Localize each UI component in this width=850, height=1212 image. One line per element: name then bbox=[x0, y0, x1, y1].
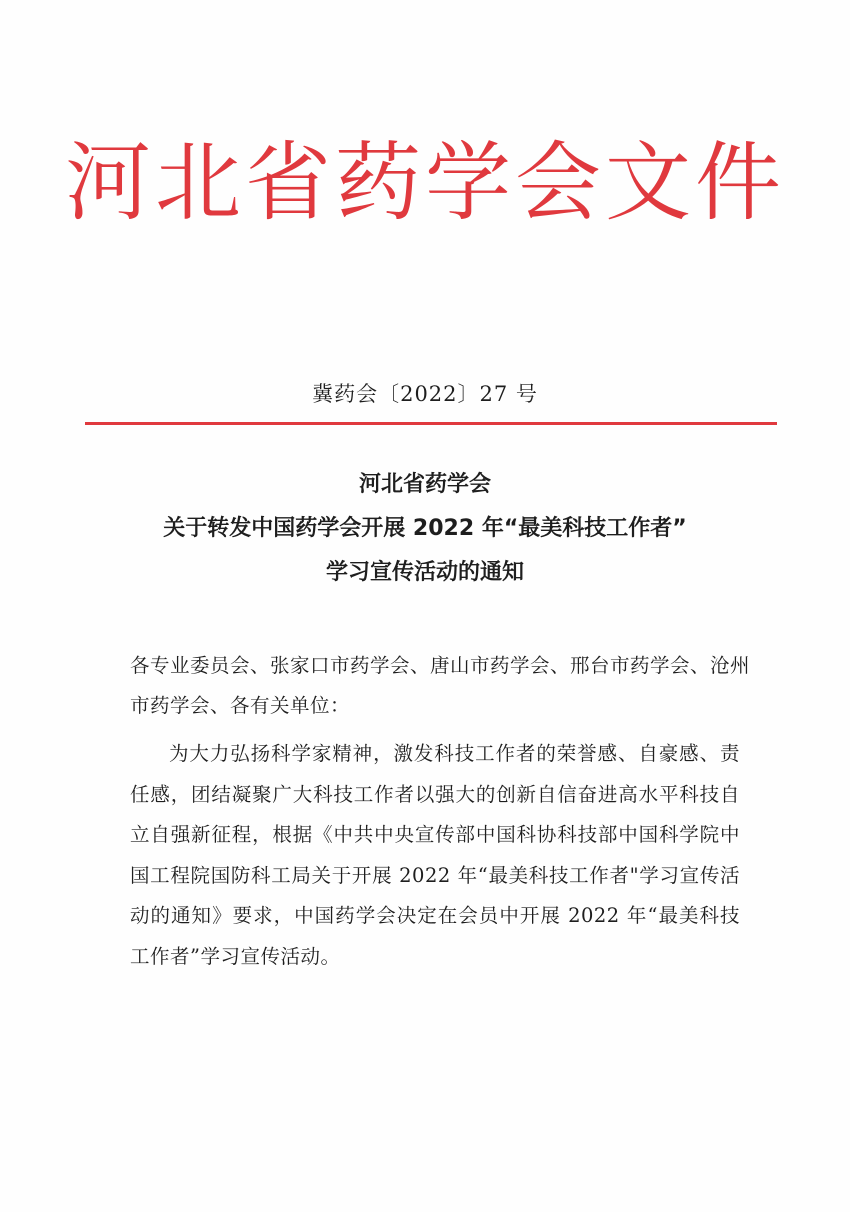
title-line-3: 学习宣传活动的通知 bbox=[325, 560, 524, 585]
red-divider-line bbox=[85, 422, 777, 425]
document-number: 冀药会〔2022〕27 号 bbox=[312, 382, 538, 406]
title-line-1: 河北省药学会 bbox=[358, 472, 491, 497]
masthead-title: 河北省药学会文件 bbox=[65, 133, 785, 233]
notice-title bbox=[0, 463, 850, 595]
body-paragraph: 为大力弘扬科学家精神，激发科技工作者的荣誉感、自豪感、责任感，团结凝聚广大科技工作者以强大的创新自信奋进高水平科技自立自强新征程，根据《中共中央宣传部中国科协科技部中国科学院中国工程院国防科工局关于开展 2022 年“最美科技工作者"学习宣传活动的通知》要求，中国药学会决定在会员中开展 2022 年“最美科技工作者”学习宣传活动。 bbox=[130, 742, 740, 968]
addressee-paragraph: 各专业委员会、张家口市药学会、唐山市药学会、邢台市药学会、沧州市药学会、各有关单位： bbox=[130, 654, 751, 717]
title-line-2: 关于转发中国药学会开展 2022 年“最美科技工作者” bbox=[163, 516, 687, 541]
